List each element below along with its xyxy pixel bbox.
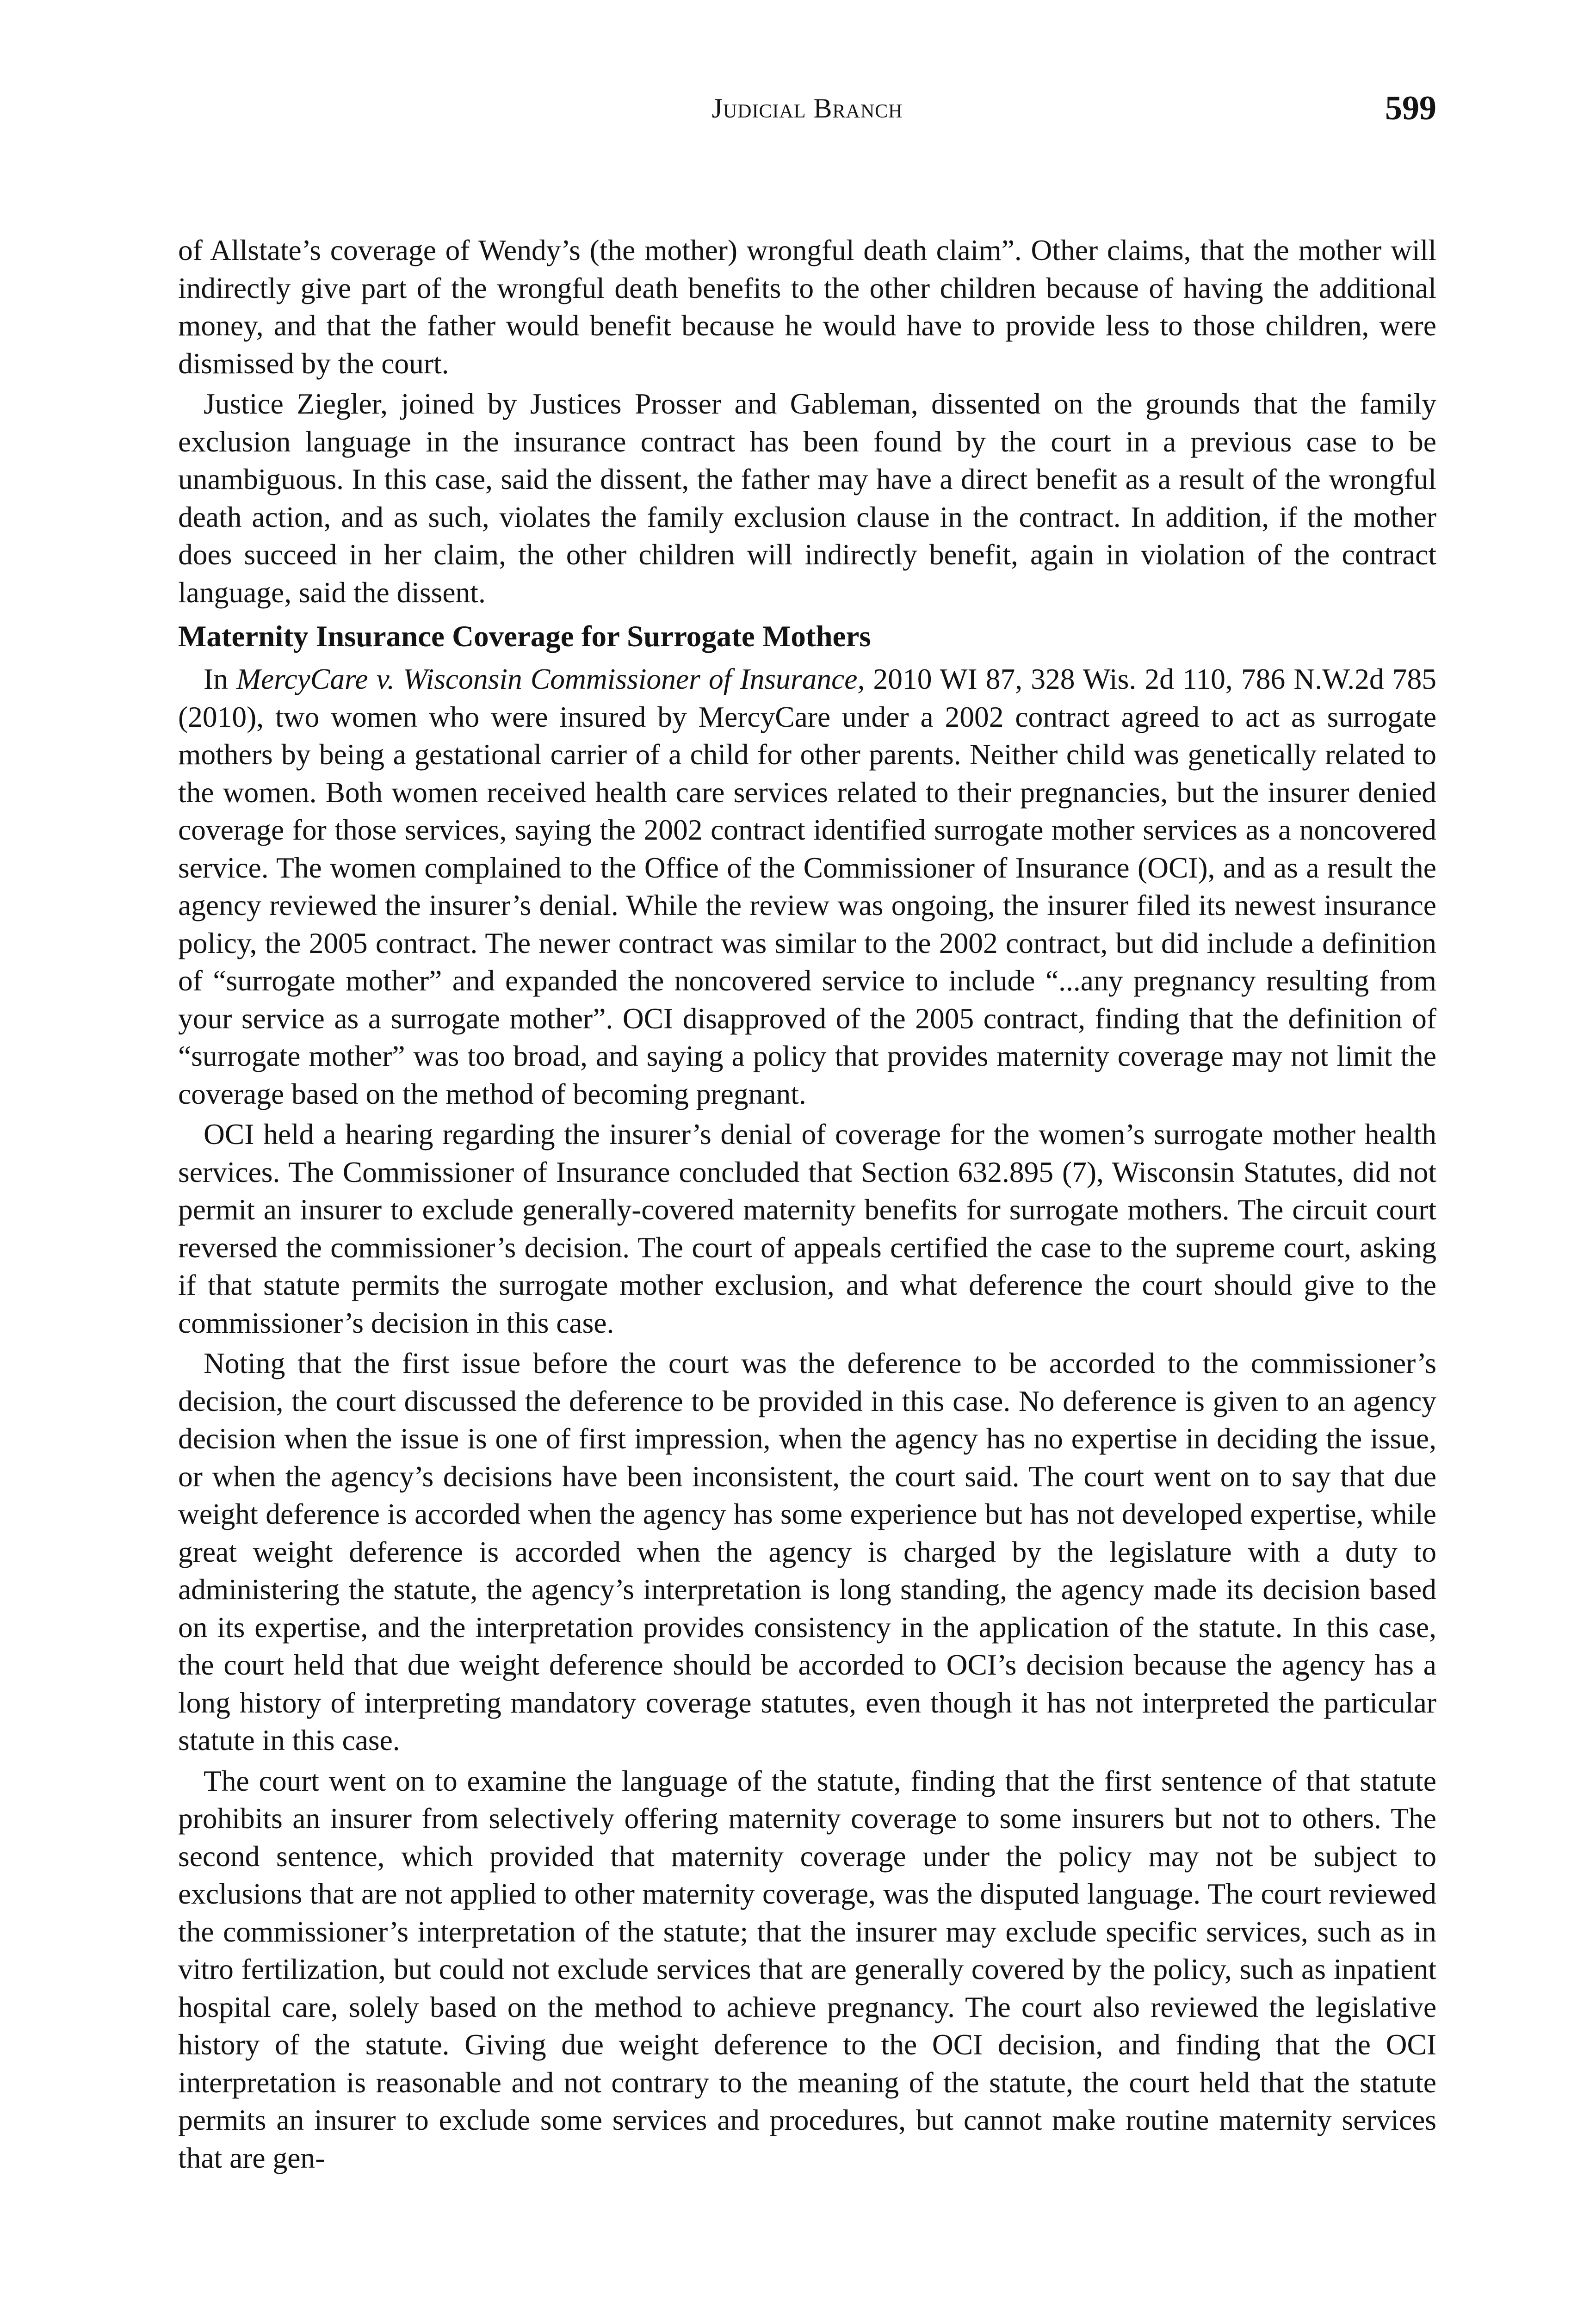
paragraph-dissent: Justice Ziegler, joined by Justices Prosser and Gableman, dissented on the grounds that the family exclusion language in the insurance contract has been found by the court in a previous case to be unambiguous. In this case, said the dissent, the father may have a direct benefit as a result of the wrongful death action, and as such, violates the family exclusion clause in the contract. In addition, if the mother does succeed in her claim, the other children will indirectly benefit, again in violation of the contract language, said the dissent. — [178, 387, 1436, 609]
case-name: MercyCare v. Wisconsin Commissioner of Insurance, — [236, 662, 865, 695]
paragraph-case-intro — [178, 660, 1436, 1113]
paragraph-deference: Noting that the first issue before the court was the deference to be accorded to the commissioner’s decision, the court discussed the deference to be provided in this case. No deference is given to an agency decision when the issue is one of first impression, when the agency has no expertise in deciding the issue, or when the agency’s decisions have been inconsistent, the court said. The court went on to say that due weight deference is accorded when the agency has some experience but has not developed expertise, while great weight deference is accorded when the agency is charged by the legislature with a duty to administering the statute, the agency’s interpretation is long standing, the agency made its decision based on its expertise, and the interpretation provides consistency in the application of the statute. In this case, the court held that due weight deference should be accorded to OCI’s decision because the agency has a long history of interpreting mandatory coverage statutes, even though it has not interpreted the particular statute in this case. — [178, 1347, 1436, 1756]
running-title: Judicial Branch — [711, 93, 903, 124]
body-text — [178, 231, 1436, 2177]
paragraph-case-intro-body: 2010 WI 87, 328 Wis. 2d 110, 786 N.W.2d 785 (2010), two women who were insured by MercyCare under a 2002 contract agreed to act as surrogate mothers by being a gestational carrier of a child for other parents. Neither child was genetically related to the women. Both women received health care services related to their pregnancies, but the insurer denied coverage for those services, saying the 2002 contract identified surrogate mother services as a noncovered service. The women complained to the Office of the Commissioner of Insurance (OCI), and as a result the agency reviewed the insurer’s denial. While the review was ongoing, the insurer filed its newest insurance policy, the 2005 contract. The newer contract was similar to the 2002 contract, but did include a definition of “surrogate mother” and expanded the noncovered service to include “...any pregnancy resulting from your service as a surrogate mother”. OCI disapproved of the 2005 contract, finding that the definition of “surrogate mother” was too broad, and saying a policy that provides maternity coverage may not limit the coverage based on the method of becoming pregnant. — [178, 662, 1436, 1110]
section-heading: Maternity Insurance Coverage for Surrogate Mothers — [178, 620, 871, 653]
paragraph-statute-language: The court went on to examine the language of the statute, finding that the first sentence of that statute prohibits an insurer from selectively offering maternity coverage to some insurers but not to others. The second sentence, which provided that maternity coverage under the policy may not be subject to exclusions that are not applied to other maternity coverage, was the disputed language. The court reviewed the commissioner’s interpretation of the statute; that the insurer may exclude specific services, such as in vitro fertilization, but could not exclude services that are generally covered by the policy, such as inpatient hospital care, solely based on the method to achieve pregnancy. The court also reviewed the legislative history of the statute. Giving due weight deference to the OCI decision, and finding that the OCI interpretation is reasonable and not contrary to the meaning of the statute, the court held that the statute permits an insurer to exclude some services and procedures, but cannot make routine maternity services that are gen- — [178, 1764, 1436, 2174]
paragraph-hearing: OCI held a hearing regarding the insurer’s denial of coverage for the women’s surrogate mother health services. The Commissioner of Insurance concluded that Section 632.895 (7), Wisconsin Statutes, did not permit an insurer to exclude generally-covered maternity benefits for surrogate mothers. The circuit court reversed the commissioner’s decision. The court of appeals certified the case to the supreme court, asking if that statute permits the surrogate mother exclusion, and what deference the court should give to the commissioner’s decision in this case. — [178, 1118, 1436, 1339]
paragraph-case-intro-lead: In — [204, 662, 237, 695]
page-number: 599 — [1385, 89, 1436, 127]
paragraph-continued: of Allstate’s coverage of Wendy’s (the mother) wrongful death claim”. Other claims, that the mother will indirectly give part of the wrongful death benefits to the other children because of having the additional money, and that the father would benefit because he would have to provide less to those children, were dismissed by the court. — [178, 234, 1436, 380]
running-head — [178, 89, 1436, 134]
